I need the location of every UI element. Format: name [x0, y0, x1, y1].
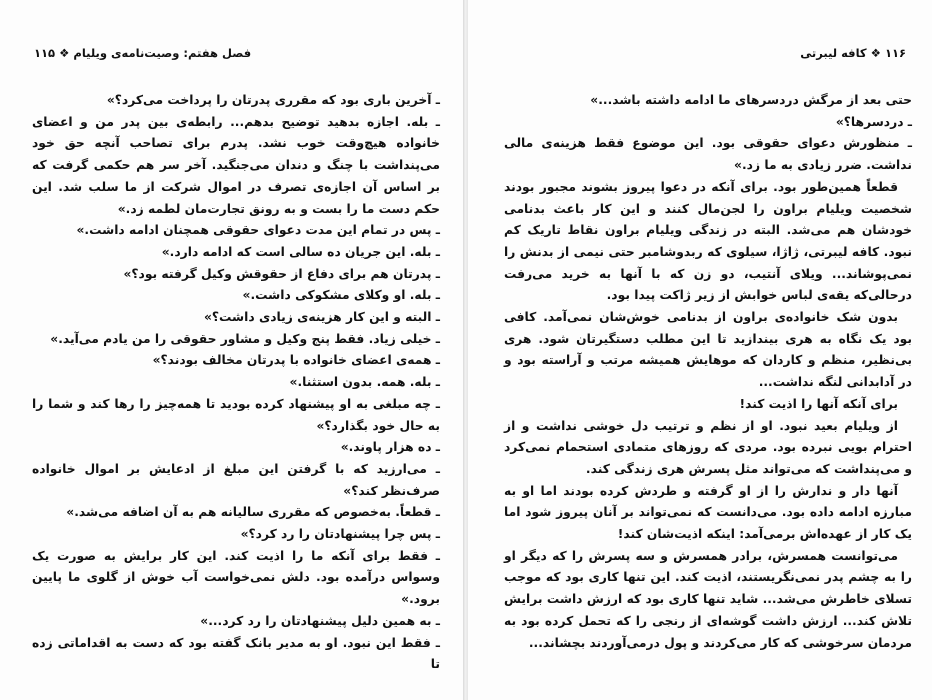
right-page-number: ۱۱۶	[884, 46, 906, 60]
book-title: کافه لیبرتی	[800, 46, 867, 60]
right-body-text	[504, 90, 912, 654]
paragraph: ـ به همین دلیل پیشنهادتان را رد کرد...»	[200, 613, 440, 628]
ornament-icon: ❖	[59, 46, 70, 60]
paragraph: ـ خیلی زیاد. فقط پنج وکیل و مشاور حقوقی را من یادم می‌آید.»	[50, 331, 440, 346]
paragraph: ـ فقط این نبود. او به مدیر بانک گفته بود که دست به اقداماتی زده تا	[32, 635, 440, 672]
paragraph: ـ پدرتان هم برای دفاع از حقوقش وکیل گرفته بود؟»	[123, 266, 440, 281]
paragraph: ـ ده هزار پاوند.»	[340, 440, 440, 455]
paragraph: ـ چه مبلغی به او پیشنهاد کرده بودید تا همه‌چیز را رها کند و شما را به حال خود بگذارد؟»	[32, 396, 440, 433]
left-body-text	[32, 90, 440, 676]
paragraph: حتی بعد از مرگش دردسرهای ما ادامه داشته باشد...»	[590, 93, 912, 107]
paragraph: ـ بله. او وکلای مشکوکی داشت.»	[242, 288, 440, 303]
paragraph: برای آنکه آنها را اذیت کند!	[739, 396, 898, 411]
paragraph: آنها دار و ندارش را از او گرفته و طردش کرده بودند اما او به مبارزه ادامه داده بود. می‌دانست که نمی‌تواند بر آنان پیروز شود اما یک کار از عهده‌اش برمی‌آمد: اینکه اذیت‌شان کند!	[504, 483, 912, 542]
paragraph: ـ دردسرها؟»	[835, 114, 912, 129]
paragraph: ـ قطعاً. به‌خصوص که مقرری سالیانه هم به آن اضافه می‌شد.»	[66, 505, 440, 520]
right-page-header	[504, 46, 906, 64]
paragraph: ـ فقط برای آنکه ما را اذیت کند. این کار برایش به صورت یک وسواس درآمده بود. دلش نمی‌خواست آب خوش از گلوی ما پایین برود.»	[32, 548, 440, 607]
left-running-head	[34, 46, 251, 60]
paragraph: ـ پس در تمام این مدت دعوای حقوقی همچنان ادامه داشت.»	[76, 223, 440, 238]
paragraph: از ویلیام بعید نبود. او از نظم و ترتیب دل خوشی نداشت و از احترام بویی نبرده بود. مردی که روزهای متمادی استحمام نمی‌کرد و می‌پنداشت که می‌تواند مثل پسرش هری زندگی کند.	[504, 418, 912, 476]
left-page	[0, 0, 464, 700]
paragraph: بدون شک خانواده‌ی براون از بدنامی خوش‌شان نمی‌آمد. کافی بود یک نگاه به هری بیندازید تا این مطلب دستگیرتان شود. هری بی‌نظیر، منظم و کاردان که موهایش همیشه مرتب و آراسته بود و در آدابدانی لنگه نداشت...	[504, 310, 912, 390]
paragraph: ـ پس چرا پیشنهادتان را رد کرد؟»	[240, 527, 440, 542]
paragraph: ـ بله. این جریان ده سالی است که ادامه دارد.»	[161, 244, 440, 259]
paragraph: ـ همه‌ی اعضای خانواده با پدرتان مخالف بودند؟»	[152, 353, 440, 368]
right-page	[468, 0, 932, 700]
paragraph: ـ آخرین باری بود که مقرری پدرتان را پرداخت می‌کرد؟»	[106, 93, 440, 107]
right-running-head	[800, 46, 906, 60]
left-page-header	[34, 46, 444, 64]
left-chapter-title: فصل هفتم: وصیت‌نامه‌ی ویلیام	[73, 46, 252, 60]
paragraph: ـ البته و این کار هزینه‌ی زیادی داشت؟»	[203, 310, 440, 325]
paragraph: می‌توانست همسرش، برادر همسرش و سه پسرش را که دیگر او را به چشم پدر نمی‌نگریستند، اذیت کند. این تنها کاری بود که موجب تسلای خاطرش می‌شد... شاید تنها کاری بود که ارزش داشت برایش تلاش کند... ارزش داشت گوشه‌ای از رنجی را که تحمل کرده بود به مردمان سرخوشی که کار می‌کردند و پول درمی‌آوردند بچشاند...	[504, 548, 912, 650]
paragraph: ـ بله. اجازه بدهید توضیح بدهم... رابطه‌ی بین پدر من و اعضای خانواده هیچ‌وقت خوب نشد. پدرم برای تصاحب آنچه حق خود می‌پنداشت با چنگ و دندان می‌جنگید. آخر سر هم حکمی گرفت که بر اساس آن اجازه‌ی تصرف در اموال شرکت از ما سلب شد. این حکم دست ما را بست و به رونق تجارت‌مان لطمه زد.»	[32, 114, 440, 216]
paragraph: قطعاً همین‌طور بود. برای آنکه در دعوا پیروز بشوند مجبور بودند شخصیت ویلیام براون را لجن‌مال کنند و این کار باعث بدنامی خودشان هم می‌شد. البته در زندگی ویلیام براون نقاط تاریک کم نبود. کافه لیبرتی، ژاژا، سیلوی که ربدوشامبر حتی نیمی از بدنش را نمی‌پوشاند... ویلای آنتیب، دو زن که با آنها به خرید می‌رفت درحالی‌که یقه‌ی لباس خوابش از زیر ژاکت پیدا بود.	[504, 179, 912, 303]
paragraph: ـ می‌ارزید که با گرفتن این مبلغ از ادعایش بر اموال خانواده صرف‌نظر کند؟»	[32, 461, 440, 498]
left-page-number: ۱۱۵	[34, 46, 56, 60]
paragraph: ـ منظورش دعوای حقوقی بود. این موضوع فقط هزینه‌ی مالی نداشت. ضرر زیادی به ما زد.»	[504, 136, 912, 173]
ornament-icon: ❖	[870, 46, 881, 60]
paragraph: ـ بله. همه. بدون استثنا.»	[289, 375, 440, 390]
